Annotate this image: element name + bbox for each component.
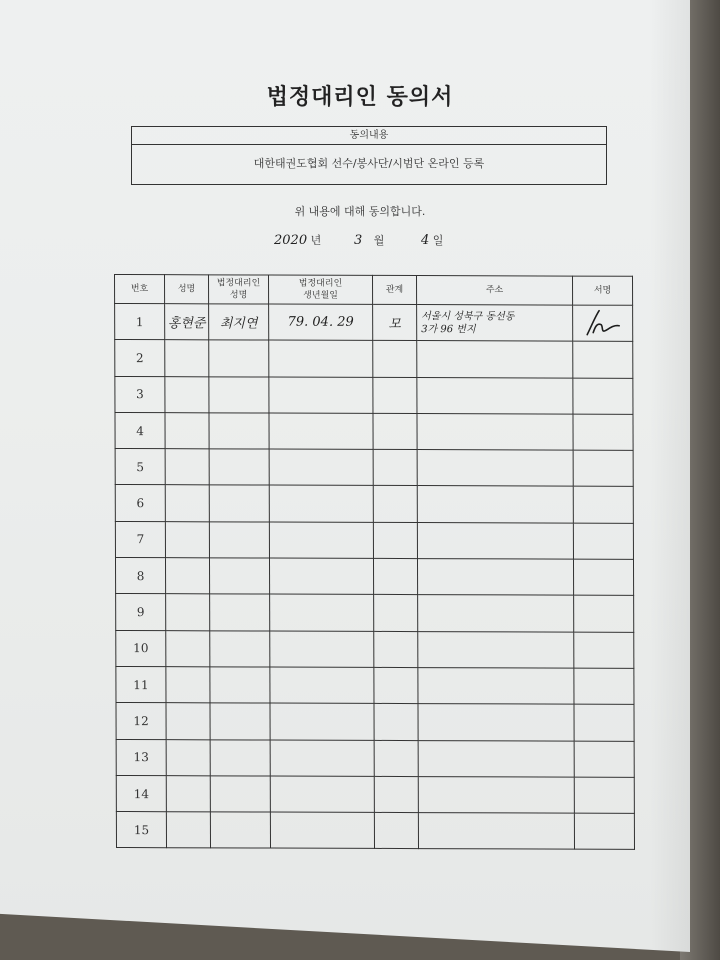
row-signature	[574, 632, 634, 669]
row-number: 4	[115, 412, 165, 448]
row-name	[165, 521, 209, 557]
row-guardian-birth	[269, 413, 373, 450]
header-guardian-birth-line1: 법정대리인	[298, 278, 343, 289]
row-guardian-birth	[269, 449, 373, 486]
date-day: 4	[421, 233, 430, 248]
table-row	[116, 775, 634, 813]
table-row	[116, 630, 634, 668]
row-guardian-birth	[269, 486, 373, 523]
row-relation	[373, 450, 417, 486]
row-guardian-birth	[269, 558, 373, 595]
consent-box	[131, 126, 607, 185]
row-name	[166, 812, 210, 848]
row-name	[165, 558, 209, 594]
row-guardian-name	[209, 413, 269, 450]
row-signature	[573, 305, 633, 342]
row-signature	[574, 813, 634, 850]
row-address	[417, 305, 573, 342]
row-signature	[573, 450, 633, 487]
header-guardian-name-line2: 성명	[229, 290, 248, 301]
row-name	[166, 739, 210, 775]
row-guardian-birth	[270, 631, 374, 668]
row-address	[417, 341, 573, 378]
table-header-row	[115, 275, 633, 306]
row-relation	[373, 413, 417, 449]
row-guardian-birth	[270, 776, 374, 813]
row-name	[166, 776, 210, 812]
row-signature	[574, 777, 634, 814]
row-address	[418, 704, 574, 741]
row-number: 6	[115, 485, 165, 521]
header-signature: 서명	[572, 276, 632, 305]
row-address-line1: 서울시 성북구 동선동	[421, 310, 515, 323]
table-row	[115, 412, 633, 450]
table-row	[115, 340, 633, 378]
table-row	[116, 739, 634, 777]
row-relation	[373, 341, 417, 377]
header-relation: 관계	[373, 275, 417, 304]
consent-body: 대한태권도협회 선수/봉사단/시범단 온라인 등록	[253, 157, 485, 170]
document-title: 법정대리인 동의서	[266, 85, 454, 110]
signature-mark	[581, 308, 625, 338]
row-signature	[573, 559, 633, 596]
agreement-statement: 위 내용에 대해 동의합니다.	[294, 205, 426, 218]
table-row	[116, 594, 634, 632]
row-guardian-birth	[269, 377, 373, 414]
row-guardian-birth	[270, 594, 374, 631]
row-signature	[574, 668, 634, 705]
row-name	[166, 703, 210, 739]
row-guardian-name	[210, 667, 270, 704]
row-name	[165, 340, 209, 376]
row-address	[417, 559, 573, 596]
row-guardian-name	[210, 812, 270, 849]
row-guardian-birth	[269, 340, 373, 377]
guardian-table	[114, 274, 635, 850]
header-no: 번호	[115, 275, 165, 304]
row-guardian-birth: 79. 04. 29	[269, 304, 373, 341]
row-guardian-name	[209, 485, 269, 522]
row-address	[417, 450, 573, 487]
consent-header: 동의내용	[132, 127, 606, 145]
row-guardian-name	[210, 594, 270, 631]
row-relation	[373, 522, 417, 558]
row-name	[166, 630, 210, 666]
row-number: 3	[115, 376, 165, 412]
table-row	[115, 521, 633, 559]
row-number: 13	[116, 739, 166, 775]
row-number: 2	[115, 340, 165, 376]
date-month-unit: 월	[373, 234, 385, 247]
row-name	[166, 667, 210, 703]
row-address	[417, 377, 573, 414]
row-relation	[374, 704, 418, 740]
row-guardian-name	[209, 449, 269, 486]
row-number: 9	[116, 594, 166, 630]
date-day-unit: 일	[432, 234, 444, 247]
row-number: 1	[115, 304, 165, 340]
row-number: 15	[116, 812, 166, 848]
row-number: 7	[115, 521, 165, 557]
row-address-line2: 3가 96 번지	[421, 323, 476, 335]
date-day-group	[421, 232, 443, 248]
row-guardian-birth	[270, 740, 374, 777]
table-row	[115, 449, 633, 487]
row-guardian-name	[210, 776, 270, 813]
row-number: 12	[116, 703, 166, 739]
table-row	[115, 485, 633, 523]
row-number: 5	[115, 449, 165, 485]
row-guardian-name	[210, 631, 270, 668]
row-name	[165, 413, 209, 449]
row-name	[165, 449, 209, 485]
row-address	[418, 813, 574, 850]
table-row	[116, 703, 634, 741]
row-guardian-name	[210, 703, 270, 740]
row-signature	[573, 523, 633, 560]
header-guardian-name-line1: 법정대리인	[216, 278, 261, 289]
row-name	[165, 485, 209, 521]
header-guardian-name	[209, 275, 269, 304]
row-address	[418, 668, 574, 705]
header-address: 주소	[416, 276, 572, 306]
row-guardian-birth	[269, 522, 373, 559]
row-signature	[574, 595, 634, 632]
row-name	[165, 376, 209, 412]
row-guardian-birth	[270, 667, 374, 704]
header-guardian-birth	[269, 275, 373, 304]
row-relation	[374, 813, 418, 849]
row-relation	[374, 740, 418, 776]
row-address	[417, 522, 573, 559]
row-name	[166, 594, 210, 630]
row-relation	[374, 595, 418, 631]
row-relation: 모	[373, 304, 417, 340]
date-month-group	[354, 232, 384, 248]
row-signature	[574, 704, 634, 741]
row-guardian-birth	[270, 812, 374, 849]
row-number: 14	[116, 775, 166, 811]
row-address	[418, 740, 574, 777]
row-guardian-name: 최지연	[209, 304, 269, 341]
date-year: 2020	[274, 233, 308, 248]
row-relation	[373, 558, 417, 594]
page-shade	[650, 0, 690, 952]
table-row	[115, 558, 633, 596]
row-guardian-name	[209, 376, 269, 413]
row-address	[417, 413, 573, 450]
table-row	[115, 376, 633, 414]
header-guardian-birth-line2: 생년월일	[303, 290, 338, 301]
date-month: 3	[354, 233, 363, 248]
row-address	[417, 486, 573, 523]
row-signature	[574, 741, 634, 778]
table-row	[116, 812, 634, 850]
row-relation	[374, 776, 418, 812]
table-row	[116, 666, 634, 704]
row-number: 10	[116, 630, 166, 666]
row-signature	[573, 341, 633, 378]
row-relation	[374, 667, 418, 703]
row-name: 홍현준	[165, 304, 209, 340]
row-address	[418, 595, 574, 632]
row-relation	[374, 631, 418, 667]
date-year-unit: 년	[310, 234, 322, 247]
row-address	[418, 776, 574, 813]
row-address	[418, 631, 574, 668]
row-guardian-name	[210, 739, 270, 776]
row-relation	[373, 486, 417, 522]
date-year-group	[274, 232, 321, 248]
row-signature	[573, 487, 633, 524]
row-guardian-birth	[270, 703, 374, 740]
row-signature	[573, 378, 633, 415]
row-number: 11	[116, 666, 166, 702]
row-guardian-name	[209, 558, 269, 595]
table-row	[115, 304, 633, 342]
row-number: 8	[115, 558, 165, 594]
row-signature	[573, 414, 633, 451]
row-guardian-name	[209, 340, 269, 377]
row-relation	[373, 377, 417, 413]
row-guardian-name	[209, 522, 269, 559]
header-name: 성명	[165, 275, 209, 304]
